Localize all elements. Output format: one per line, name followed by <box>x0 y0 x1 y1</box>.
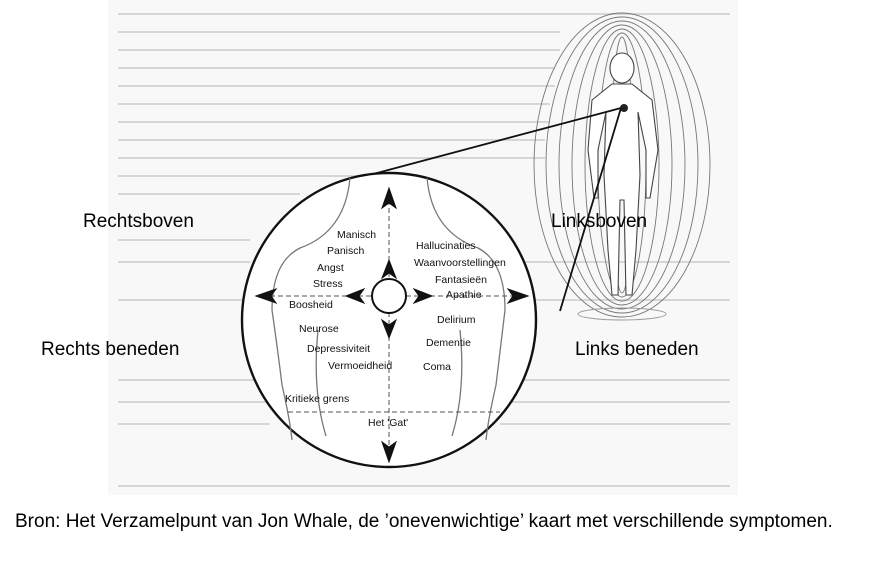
symptom-apathie: Apathie <box>446 289 482 301</box>
symptom-depressiviteit: Depressiviteit <box>307 343 371 355</box>
label-links-beneden: Links beneden <box>575 339 699 360</box>
symptom-angst: Angst <box>317 262 344 274</box>
symptom-fantasieen: Fantasieën <box>435 274 487 286</box>
assemblage-point-dot <box>620 104 628 112</box>
figure-caption: Bron: Het Verzamelpunt van Jon Whale, de ’onevenwichtige’ kaart met verschillende symptomen. <box>15 511 833 532</box>
symptom-dementie: Dementie <box>426 337 471 349</box>
symptom-manisch: Manisch <box>337 229 377 241</box>
critical-boundary-label: Kritieke grens <box>285 393 350 405</box>
small-human-figure <box>588 53 658 295</box>
symptom-stress: Stress <box>313 278 343 290</box>
symptom-vermoeidheid: Vermoeidheid <box>328 360 393 372</box>
symptom-neurose: Neurose <box>299 323 339 335</box>
symptom-panisch: Panisch <box>327 245 365 257</box>
gap-label: Het 'Gat' <box>368 417 409 429</box>
label-rechts-beneden: Rechts beneden <box>41 339 180 360</box>
center-circle <box>372 279 406 313</box>
symptom-hallucinaties: Hallucinaties <box>416 240 476 252</box>
symptom-delirium: Delirium <box>437 314 476 326</box>
symptom-boosheid: Boosheid <box>289 299 333 311</box>
label-linksboven: Linksboven <box>551 211 648 232</box>
label-rechtsboven: Rechtsboven <box>83 211 194 232</box>
symptom-waanvoorstellingen: Waanvoorstellingen <box>414 257 506 269</box>
symptom-coma: Coma <box>423 361 452 373</box>
